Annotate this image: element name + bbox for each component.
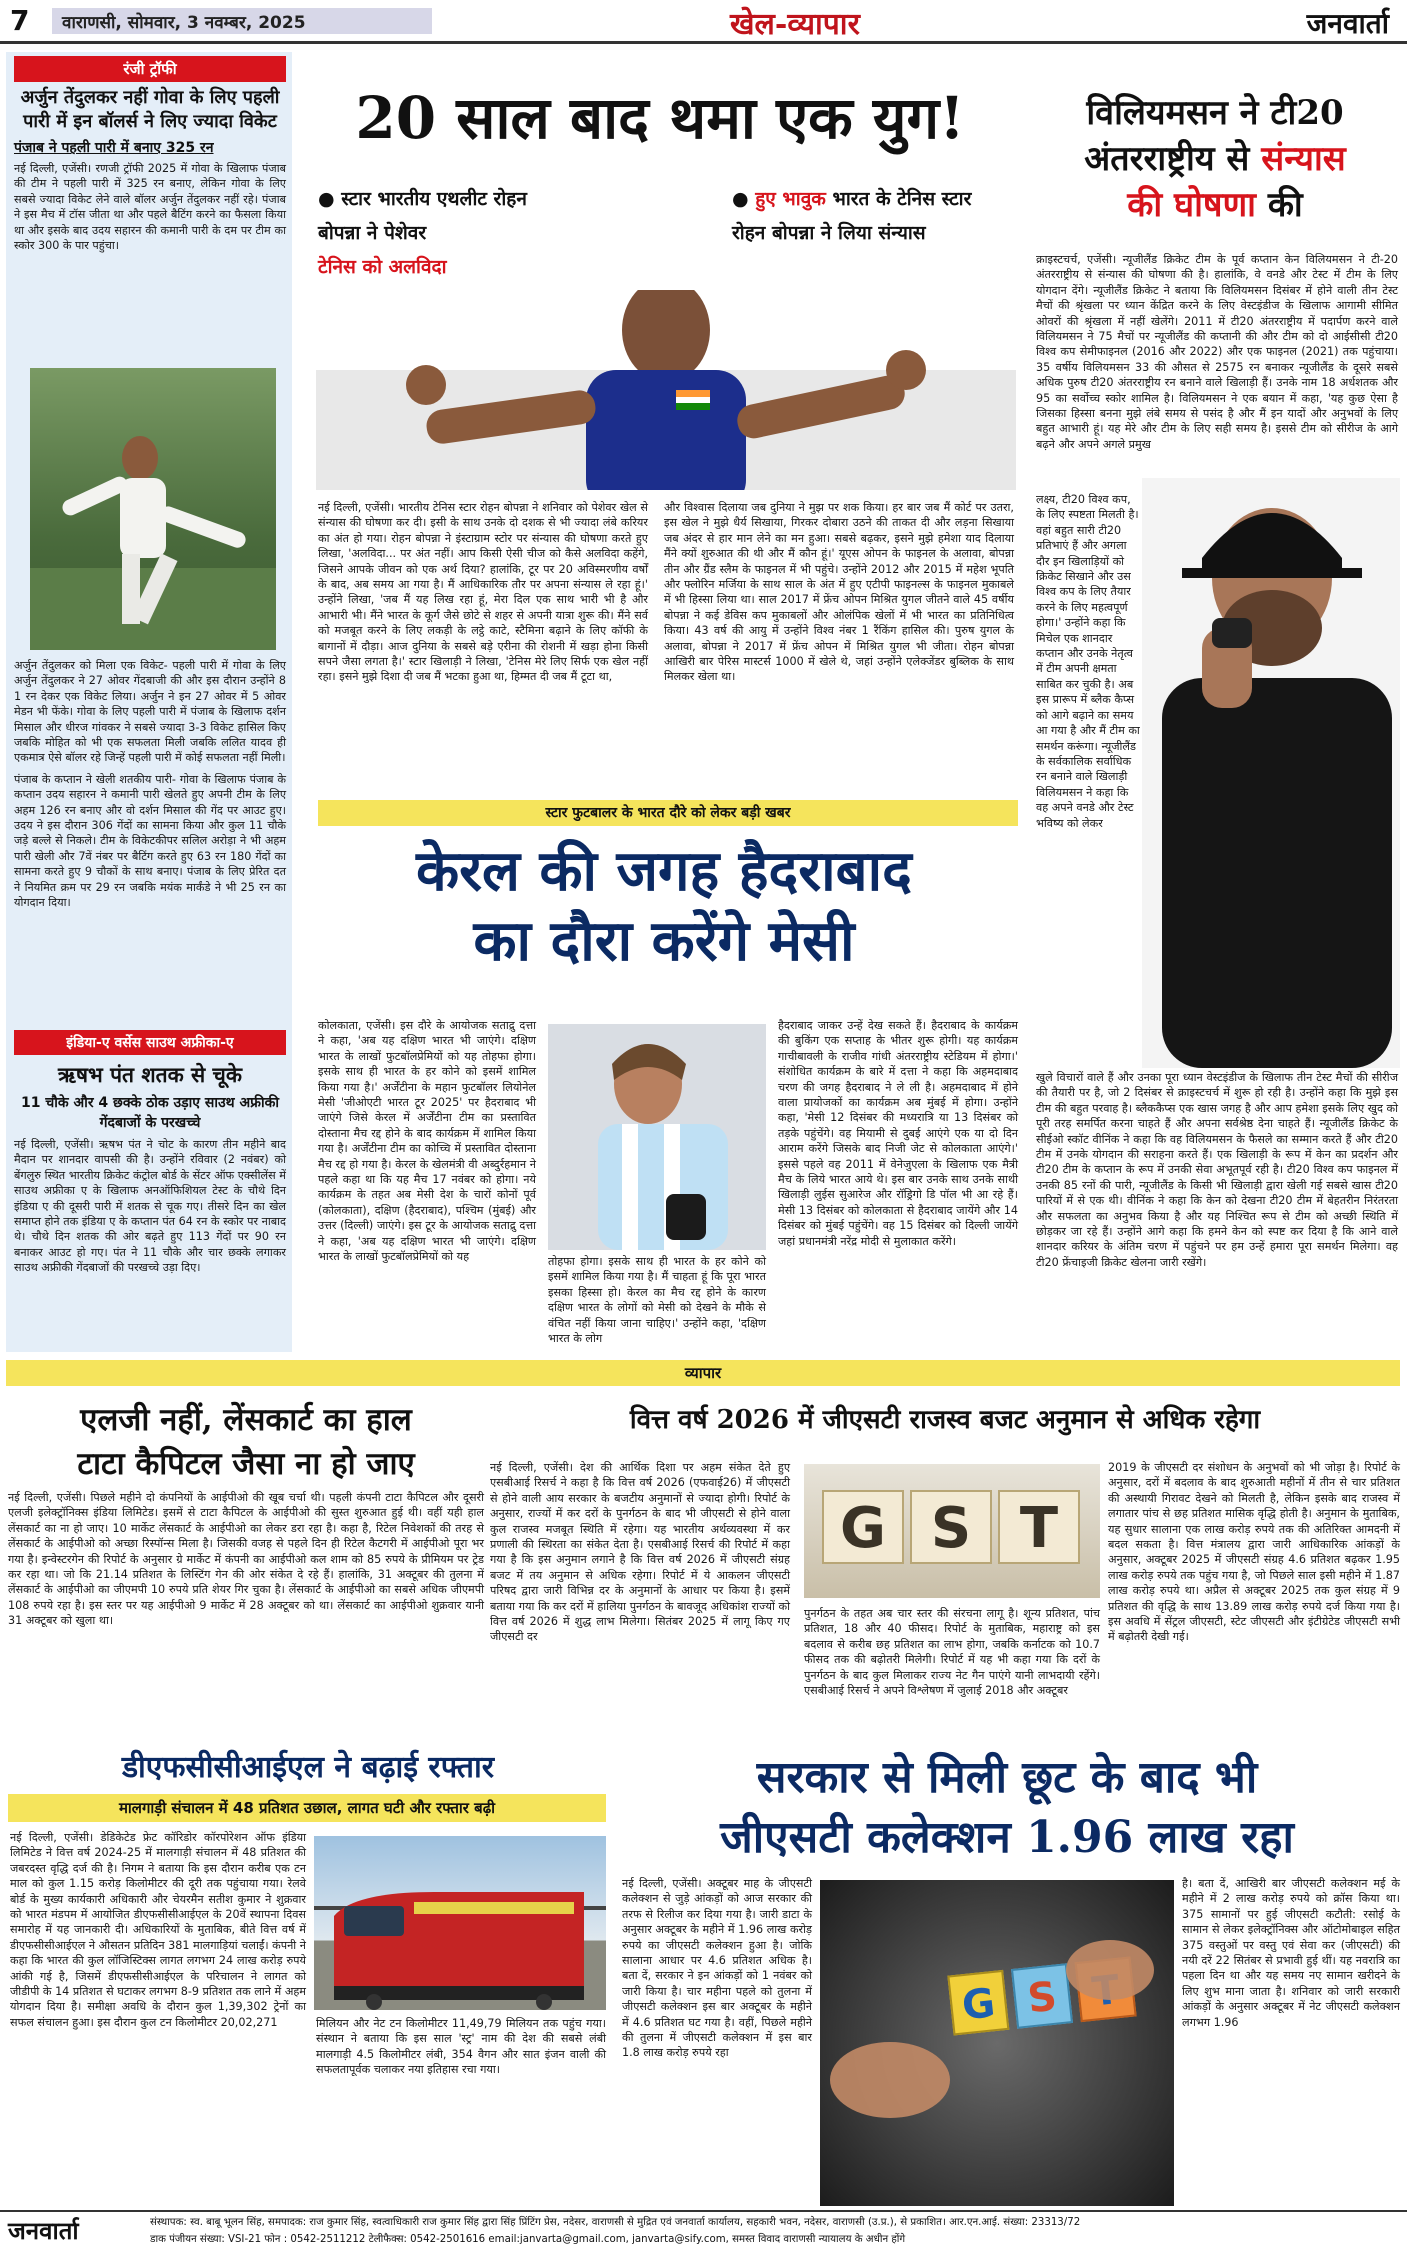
ranji-article: [14, 56, 286, 259]
bopanna-col-1: [318, 500, 648, 691]
bopanna-photo: [316, 290, 1016, 490]
dfccil-caption-col: [316, 2016, 606, 2084]
williamson-headline: [1030, 90, 1400, 228]
ranji-kicker: रंजी ट्रॉफी: [14, 56, 286, 82]
williamson-lead: [1036, 252, 1398, 458]
williamson-lead-text: क्राइस्टचर्च, एजेंसी। न्यूजीलैंड क्रिकेट टीम के पूर्व कप्तान केन विलियमसन ने टी-20 अंतरराष्ट्रीय से संन्यास की घोषणा की है। हालांकि, वे वनडे और टेस्ट में टीम के लिए योगदान देंगे। न्यूजीलैंड क्रिकेट ने बताया कि विलियमसन दिसंबर में होने वाली तीन टेस्ट मैचों की श्रृंखला पर ध्यान केंद्रित करने के लिए वेस्टइंडीज के खिलाफ आगामी सीमित ओवरों की श्रृंखला में नहीं खेलेंगे। 2011 में टी20 अंतरराष्ट्रीय में पदार्पण करने वाले विलियमसन ने 75 मैचों पर न्यूजीलैंड की कप्तानी की और टीम को दो आईसीसी टी20 विश्व कप सेमीफाइनल (2016 और 2022) और एक फाइनल (2021) तक पहुंचाया। 35 वर्षीय विलियमसन 33 की औसत से 2575 रन बनाकर न्यूजीलैंड के दूसरे सबसे अधिक पुरुष टी20 अंतरराष्ट्रीय रन बनाने वाले खिलाड़ी हैं। उनके नाम 18 अर्धशतक और 95 का सर्वोच्च स्कोर शामिल है। विलियमसन ने एक बयान में कहा, 'यह कुछ ऐसा है जिसका हिस्सा बनना मुझे लंबे समय से पसंद है और मैं इन यादों और अनुभवों के लिए बहुत आभारी हूं। यह मेरे और टीम के लिए सही समय है। इससे टीम को सीरीज के आगे बढ़ने और अपने अगले प्रमुख: [1036, 253, 1398, 451]
footer-line-1: संस्थापक: स्व. बाबू भूलन सिंह, समपादक: राज कुमार सिंह, स्वत्वाधिकारी राज कुमार सिंह द्वारा सिंह प्रिंटिंग प्रेस, नदेसर, वाराणसी से मुद्रित एवं जनवार्ता कार्यालय, सहकारी भवन, नदेसर, वाराणसी (उ.प्र.), से प्रकाशित। आर.एन.आई. संख्या: 23313/72: [150, 2217, 1081, 2228]
pant-body: नई दिल्ली, एजेंसी। ऋषभ पंत ने चोट के कारण तीन महीने बाद मैदान पर शानदार वापसी की है। उन्होंने रविवार (2 नवंबर) को बेंगलुरु स्थित भारतीय क्रिकेट कंट्रोल बोर्ड के सेंटर ऑफ एक्सीलेंस में साउथ अफ्रीका ए के खिलाफ अनऑफिशियल टेस्ट के चौथे दिन इंडिया ए की दूसरी पारी में शतक से चूक गए। तीसरे दिन का खेल समाप्त होने तक इंडिया ए के कप्तान पंत 64 रन के स्कोर पर नाबाद थे। चौथे दिन शतक की ओर बढ़ते हुए 113 गेंदों पर 90 रन बनाकर आउट हो गए। पंत ने 11 चौके और चार छक्के लगाकर साउथ अफ्रीकी गेंदबाजों की परखच्चे उड़ा दिए।: [14, 1138, 286, 1275]
gst-budget-col-2: [804, 1606, 1100, 1704]
bopanna-deck-left: [318, 182, 548, 284]
pant-article: [14, 1030, 286, 1282]
bopanna-headline: 20 साल बाद थमा एक युग!: [355, 84, 965, 152]
williamson-headline-2: अंतरराष्ट्रीय से: [1084, 139, 1250, 179]
deck-left-2: टेनिस को अलविदा: [318, 256, 447, 278]
messi-text-3: हैदराबाद जाकर उन्हें देख सकते हैं। हैदराबाद के कार्यक्रम की बुकिंग एक सप्ताह के भीतर शुरू होगी। यह कार्यक्रम गाचीबावली के राजीव गांधी अंतरराष्ट्रीय स्टेडियम में होगा।' संशोधित कार्यक्रम के बारे में दत्ता ने कहा कि अहमदाबाद चरण की जगह हैदराबाद ने ले ली है। अहमदाबाद में होने वाला प्रायोजकों का कार्यक्रम अब मुंबई में होगा। उन्होंने कहा, 'मेसी 12 दिसंबर की मध्यरात्रि या 13 दिसंबर को तड़के पहुंचेंगे। वह मियामी से दुबई आएंगे एक या दो दिन आराम करेंगे जिसके बाद निजी जेट से कोलकाता आएंगे।' इससे पहले वह 2011 में वेनेजुएला के खिलाफ एक मैत्री मैच के लिये भारत आये थे। इस बार उनके साथ उनके साथी खिलाड़ी लुईस सुआरेज और रॉड्रिगो डि पॉल भी आ रहे हैं। मेसी 13 दिसंबर को कोलकाता से हैदराबाद जायेंगे और 14 दिसंबर को मुंबई पहुंचेंगे। वह 15 दिसंबर को दिल्ली जायेंगे जहां प्रधानमंत्री नरेंद्र मोदी से मुलाकात करेंगे।: [778, 1019, 1018, 1248]
gst-cubes-photo: [804, 1464, 1100, 1598]
messi-col-3: [778, 1018, 1018, 1255]
gst-cube-g: G: [822, 1490, 904, 1564]
dfccil-body: नई दिल्ली, एजेंसी। डेडिकेटेड फ्रेट कॉरिडोर कॉरपोरेशन ऑफ इंडिया लिमिटेड ने वित्त वर्ष 2024-25 में मालगाड़ी संचालन में 48 प्रतिशत की जबरदस्त वृद्धि दर्ज की है। निगम ने बताया कि इस दौरान करीब एक टन माल को कुल 1.15 करोड़ किलोमीटर की दूरी तक पहुंचाया गया। रेलवे बोर्ड के मुख्य कार्यकारी अधिकारी और चेयरमैन सतीश कुमार ने शुक्रवार को भारत मंडपम में आयोजित डीएफसीसीआईएल के 20वें स्थापना दिवस समारोह में यह जानकारी दी। अधिकारियों के मुताबिक, बीते वित्त वर्ष में डीएफसीसीआईएल ने औसतन प्रतिदिन 381 मालगाड़ियां चलाईं। कंपनी ने कहा कि भारत की कुल लॉजिस्टिक्स लागत लगभग 24 लाख करोड़ रुपये आंकी गई है, जिसमें डीएफसीसीआईएल के परिचालन ने लागत को जीडीपी के 14 प्रतिशत से घटाकर लगभग 8-9 प्रतिशत तक लाने में अहम योगदान दिया है। समीक्षा अवधि के दौरान कुल 1,39,302 ट्रेनों का सफल संचालन हुआ। इस दौरान कुल टन किलोमीटर 20,02,271: [10, 1831, 306, 2029]
deck-right-1: हुए भावुक: [755, 188, 826, 210]
gst-budget-col-1: [490, 1460, 790, 1651]
gst-budget-headline: वित्त वर्ष 2026 में जीएसटी राजस्व बजट अनुमान से अधिक रहेगा: [629, 1405, 1261, 1435]
section-title: खेल-व्यापार: [730, 7, 860, 42]
gst-cube-t: T: [998, 1490, 1080, 1564]
pant-kicker: इंडिया-ए वर्सेस साउथ अफ्रीका-ए: [14, 1030, 286, 1055]
business-section-bar: व्यापार: [6, 1360, 1400, 1386]
page-number: 7: [10, 4, 30, 37]
gst-collection-text-2: है। बता दें, आखिरी बार जीएसटी कलेक्शन मई के महीने में 2 लाख करोड़ रुपये को क्रॉस किया था। 375 सामानों पर हुई जीएसटी कटौती: रसोई के सामान से लेकर इलेक्ट्रॉनिक्स और ऑटोमोबाइल सहित 375 वस्तुओं पर वस्तु एवं सेवा कर (जीएसटी) की नयी दरें 22 सितंबर से प्रभावी हुई थीं। यह नवरात्रि का पहला दिन था और यह समय नए सामान खरीदने के लिए शुभ माना जाता है। शनिवार को जारी सरकारी आंकड़ों के अनुसार अक्टूबर में नेट जीएसटी कलेक्शन लगभग 1.96: [1182, 1877, 1400, 2029]
williamson-tail: [1036, 1070, 1398, 1276]
gst-collection-col-1: [622, 1876, 812, 2067]
footer-brand: जनवार्ता: [8, 2216, 79, 2245]
dfccil-caption: मिलियन और नेट टन किलोमीटर 11,49,79 मिलियन तक पहुंच गया। संस्थान ने बताया कि इस साल 'स्ट्र' नाम की देश की सबसे लंबी मालगाड़ी 4.5 किलोमीटर लंबी, 354 वैगन और सात इंजन वाली की सफलतापूर्वक चलाकर नया इतिहास रचा गया।: [316, 2017, 606, 2077]
williamson-narrow-text: लक्ष्य, टी20 विश्व कप, के लिए स्पष्टता मिलती है। वहां बहुत सारी टी20 प्रतिभाएं हैं और अगला दौर इन खिलाड़ियों को क्रिकेट सिखाने और उस विश्व कप के लिए तैयार करने के लिए महत्वपूर्ण होगा।' उन्होंने कहा कि मिचेल एक शानदार कप्तान और उनके नेतृत्व में टीम अपनी क्षमता साबित कर चुकी है। अब इस प्रारूप में ब्लैक कैप्स को आगे बढ़ाने का समय आ गया है और मैं टीम का समर्थन करूंगा। न्यूजीलैंड के सर्वकालिक सर्वाधिक रन बनाने वाले खिलाड़ी विलियमसन ने कहा कि वह अपने वनडे और टेस्ट भविष्य को लेकर: [1036, 493, 1140, 830]
gst-collection-headline-2: जीएसटी कलेक्शन 1.96 लाख रहा: [720, 1812, 1294, 1863]
williamson-headline-5: की: [1267, 185, 1303, 225]
pant-subhead: 11 चौके और 4 छक्के ठोक उड़ाए साउथ अफ्रीकी गेंदबाजों के परखच्चे: [21, 1095, 279, 1131]
bopanna-text-2: और विश्वास दिलाया जब दुनिया ने मुझ पर शक किया। हर बार जब मैं कोर्ट पर उतरा, इस खेल ने मुझे धैर्य सिखाया, गिरकर दोबारा उठने की ताकत दी और लड़ना सिखाया जब अंदर से हार मान लेने का मन हुआ। सबसे बढ़कर, इसने मुझे हमेशा याद दिलाया मैंने क्यों शुरुआत की थी और मैं कौन हूं।' यूएस ओपन के फाइनल के अलावा, बोपन्ना तीन और ग्रैंड स्लैम के फाइनल में भी पहुंचे। उन्होंने 2012 और 2015 में महेश भूपति और फ्लोरिन मर्जिया के साथ साल के अंत में हुए एटीपी फाइनल्स के फाइनल मुकाबले में भी हिस्सा लिया था। साल 2017 में फ्रेंच ओपन मिश्रित युगल जीतने वाले 45 वर्षीय बोपन्ना ने कई डेविस कप मुकाबलों और ओलंपिक खेलों में भी भारत का प्रतिनिधित्व किया। 43 वर्ष की आयु में उन्होंने विश्व नंबर 1 रैंकिंग हासिल की। पुरुष युगल के अलावा, बोपन्ना ने 2017 में फ्रेंच ओपन में मिश्रित युगल भी जीता। रोहन बोपन्ना आखिरी बार पेरिस मास्टर्स 1000 में खेले थे, जहां उन्होंने एलेक्जेंडर बुब्लिक के साथ मिलकर खेला था।: [664, 501, 1014, 684]
train-photo: [314, 1836, 606, 2010]
dfccil-col: [10, 1830, 306, 2036]
bopanna-col-2: [664, 500, 1014, 691]
messi-kicker: स्टार फुटबालर के भारत दौरे को लेकर बड़ी खबर: [318, 800, 1018, 826]
bopanna-deck-right: ● हुए भावुक भारत के टेनिस स्टार रोहन बोपन्ना ने लिया संन्यास: [732, 188, 972, 244]
ranji-body: [14, 658, 286, 917]
gst-block-s: S: [1011, 1963, 1073, 2029]
ranji-headline: अर्जुन तेंदुलकर नहीं गोवा के लिए पहली पारी में इन बॉलर्स ने लिए ज्यादा विकेट: [20, 87, 280, 132]
pant-headline: ऋषभ पंत शतक से चूके: [58, 1063, 242, 1087]
messi-photo: [548, 1024, 766, 1250]
dfccil-subhead: मालगाड़ी संचालन में 48 प्रतिशत उछाल, लागत घटी और रफ्तार बढ़ी: [8, 1794, 606, 1822]
ranji-subhead: पंजाब ने पहली पारी में बनाए 325 रन: [14, 140, 214, 156]
gst-collection-text-1: नई दिल्ली, एजेंसी। अक्टूबर माह के जीएसटी कलेक्शन से जुड़े आंकड़ों को आज सरकार की तरफ से रिलीज कर दिया गया है। जारी डाटा के अनुसार अक्टूबर के महीने में 1.96 लाख करोड़ रुपये का जीएसटी कलेक्शन हुआ है। जोकि सालाना आधार पर 4.6 प्रतिशत अधिक है। बता दें, सरकार ने इन आंकड़ों को 1 नवंबर को जारी किया है। चार महीना पहले को तुलना में जीएसटी कलेक्शन इस बार अक्टूबर के महीने में 4.6 प्रतिशत घट गया है। वहीं, पिछले महीने की तुलना में जीएसटी कलेक्शन में इस बार 1.8 लाख करोड़ रुपये रहा: [622, 1877, 812, 2060]
gst-budget-text-2: पुनर्गठन के तहत अब चार स्तर की संरचना लागू है। शून्य प्रतिशत, पांच प्रतिशत, 18 और 40 फीसद। रिपोर्ट के मुताबिक, महाराष्ट्र को इस बदलाव से करीब छह प्रतिशत का लाभ होगा, जबकि कर्नाटक को 10.7 फीसद तक की बढ़ोतरी मिलेगी। रिपोर्ट में यह भी कहा गया कि दरों के पुनर्गठन के बाद कुल मिलाकर राज्य नेट गैन पाएंगे यानी लाभदायी रहेंगे। एसबीआई रिसर्च ने अपने विश्लेषण में जुलाई 2018 और अक्टूबर: [804, 1607, 1100, 1698]
gst-budget-col-3: [1108, 1460, 1400, 1651]
messi-headline-1: केरल की जगह हैदराबाद: [416, 838, 912, 904]
deck-right-2: भारत के टेनिस स्टार रोहन बोपन्ना ने लिया संन्यास: [732, 188, 972, 244]
williamson-tail-text: खुले विचारों वाले हैं और उनका पूरा ध्यान वेस्टइंडीज के खिलाफ तीन टेस्ट मैचों की सीरीज की तैयारी पर है, जो 2 दिसंबर से क्राइस्टचर्च में शुरू हो रही है। उन्होंने कहा कि मुझे इस टीम की बहुत परवाह है। ब्लैककैप्स एक खास जगह है और आप हमेशा इसके लिए खुद को पूरी तरह समर्पित करना चाहते हैं और अपना सर्वश्रेष्ठ देना चाहते हैं। न्यूजीलैंड क्रिकेट के सीईओ स्कॉट वीनिंक ने कहा कि वह विलियमसन के फैसले का सम्मान करते हैं और टी20 टीम में उनके योगदान की सराहना करते हैं। एक खिलाड़ी के रूप में केन का प्रदर्शन और टी20 टीम के कप्तान के रूप में उनकी सेवा अभूतपूर्व रही है। टी20 विश्व कप फाइनल में उनकी 85 रनों की पारी, न्यूजीलैंड के किसी भी खिलाड़ी द्वारा खेली गई सबसे खास टी20 पारियों में से एक थी। वीनिंक ने कहा कि केन को देखना टी20 टीम में बेहतरीन निरंतरता और सफलता का अनुभव किया है और यह निश्चित रूप से टीम को अच्छी स्थिति में छोड़कर जा रहे हैं। उन्होंने आगे कहा कि हमने केन को स्पष्ट कर दिया है कि आने वाले शानदार करियर के अंतिम चरण में पहुंचने पर हम उन्हें हमारा पूरा समर्थन मिलेगा। वह टी20 फ्रेंचाइजी क्रिकेट खेलना जारी रखेंगे।: [1036, 1071, 1398, 1269]
gst-budget-text-3: 2019 के जीएसटी दर संशोधन के अनुभवों को भी जोड़ा है। रिपोर्ट के अनुसार, दरों में बदलाव के बाद शुरुआती महीनों में तीन से चार प्रतिशत की अस्थायी गिरावट देखने को मिलती है, लेकिन इसके बाद राजस्व में लगातार पांच से छह प्रतिशत मासिक वृद्धि होती है। अनुमान के मुताबिक, यह सुधार सालाना एक लाख करोड़ रुपये तक की अतिरिक्त आमदनी में बदल सकता है। वित्त मंत्रालय द्वारा जारी आधिकारिक आंकड़ों के अनुसार, अक्टूबर 2025 में जीएसटी संग्रह 4.6 प्रतिशत बढ़कर 1.95 लाख करोड़ रुपये तक पहुंच गया है, जो पिछले साल इसी महीने में 1.87 लाख करोड़ रुपये था। अप्रैल से अक्टूबर 2025 तक कुल संग्रह में 9 प्रतिशत की वृद्धि के साथ 13.89 लाख करोड़ रुपये दर्ज किया गया है। इस अवधि में सेंट्रल जीएसटी, स्टेट जीएसटी और इंटीग्रेटेड जीएसटी सभी में बढ़ोतरी देखी गई।: [1108, 1461, 1400, 1644]
messi-text-1: कोलकाता, एजेंसी। इस दौरे के आयोजक सताद्रु दत्ता ने कहा, 'अब यह दक्षिण भारत भी जाएंगे। दक्षिण भारत के लाखों फुटबॉलप्रेमियों को यह तोहफा होगा। इसके साथ ही भारत के हर कोने को इसमें शामिल किया गया है।' अर्जेंटीना के महान फुटबॉलर लियोनेल मेसी 'जीओएटी भारत टूर 2025' पर हैदराबाद भी जाएंगे जिसे केरल में अर्जेंटीना टीम का प्रस्तावित दोस्ताना मैच रद्द होने के बाद कार्यक्रम में शामिल किया गया है। अर्जेंटीना टीम का कोच्चि में प्रस्तावित दोस्ताना मैच रद्द हो गया है। केरल के खेलमंत्री वी अब्दुर्रहमान ने पहले कहा था कि यह मैच 17 नवंबर को होगा। नये कार्यक्रम के तहत अब मेसी देश के चारों कोनों पूर्व (कोलकाता), दक्षिण (हैदराबाद), पश्चिम (मुंबई) और उत्तर (दिल्ली) जाएंगे। इस टूर के आयोजक सताद्रु दत्ता ने कहा, 'अब यह दक्षिण भारत भी जाएंगे। दक्षिण भारत के लाखों फुटबॉलप्रेमियों को यह: [318, 1019, 536, 1264]
dateline: वाराणसी, सोमवार, 3 नवम्बर, 2025: [52, 8, 432, 34]
gst-block-g: G: [947, 1970, 1009, 2036]
ranji-body-1: अर्जुन तेंदुलकर को मिला एक विकेट- पहली पारी में गोवा के लिए अर्जुन तेंदुलकर ने 27 ओवर गेंदबाजी की और इस दौरान उन्होंने 8 1 रन देकर एक विकेट लिया। अर्जुन ने इन 27 ओवर में 5 ओवर मेडन भी फेंके। गोवा के लिए पहली पारी में पंजाब के खिलाफ दर्शन मिसाल और धीरज गांवकर ने सबसे ज्यादा 3-3 विकेट हासिल किए जबकि मोहित को भी एक सफलता मिली जबकि ललित यादव ही एकमात्र ऐसे बॉलर रहे जिन्हें पहली पारी में कोई सफलता नहीं मिली।: [14, 659, 286, 765]
messi-col-1: [318, 1018, 536, 1271]
williamson-photo: [1142, 478, 1400, 1068]
footer: [0, 2210, 1407, 2252]
messi-col-2: [548, 1254, 766, 1352]
gst-cube-s: S: [910, 1490, 992, 1564]
williamson-headline-4: की घोषणा: [1127, 185, 1256, 225]
lenskart-headline-2: टाटा कैपिटल जैसा ना हो जाए: [77, 1446, 415, 1482]
gst-budget-text-1: नई दिल्ली, एजेंसी। देश की आर्थिक दिशा पर अहम संकेत देते हुए एसबीआई रिसर्च ने कहा है कि वित्त वर्ष 2026 (एफवाई26) में जीएसटी से होने वाली आय सरकार के बजटीय अनुमानों से ज्यादा होगी। रिपोर्ट के अनुसार, राज्यों में कर दरों के पुनर्गठन के बाद भी जीएसटी से होने वाला कुल राजस्व मजबूत स्थिति में रहेगा। यह भारतीय अर्थव्यवस्था में कर प्रणाली की स्थिरता का संकेत देता है। एसबीआई रिसर्च की रिपोर्ट में कहा गया है कि इस अनुमान लगाने है कि वित्त वर्ष 2026 में जीएसटी संग्रह बजट में तय अनुमान से अधिक रहेगा। रिपोर्ट में ये आकलन जीएसटी परिषद द्वारा जारी विभिन्न दर के अनुमानों के आधार पर किया है। इसमें बताया गया कि कर दरों में हालिया पुनर्गठन के बावजूद अधिकांश राज्यों को वित्त वर्ष 2026 में शुद्ध लाभ मिलेगा। सितंबर 2025 में लागू किए गए जीएसटी दर: [490, 1461, 790, 1644]
arjun-photo: [30, 368, 276, 650]
masthead-brand: जनवार्ता: [1306, 7, 1389, 40]
lenskart-body: नई दिल्ली, एजेंसी। पिछले महीने दो कंपनियों के आईपीओ की खूब चर्चा थी। पहली कंपनी टाटा कैपिटल और दूसरी एलजी इलेक्ट्रॉनिक्स इंडिया लिमिटेड। इसमें से टाटा कैपिटल के आईपीओ की सुस्त शुरुआत हुई थी। वहीं यही हाल लेंसकार्ट का ना हो जाए। 10 मार्केट लेंसकार्ट के आईपीओ का लेकर डरा रहा है। कहा है, रिटेल निवेशकों की तरह से लेंसकार्ट के आईपीओ को अच्छा रिस्पॉन्स मिला है। जिसकी वजह से पहले दिन ही रिटेल कैटगरी में आईपीओ पूरा भर गया है। इन्वेस्टरगेन की रिपोर्ट के अनुसार ग्रे मार्केट में कंपनी का आईपीओ कल शाम को 85 रुपये के प्रीमियम पर ट्रेड कर रहा था। जो कि 21.14 प्रतिशत के लिस्टिंग गेन की ओर संकेत दे रहे हैं। हालांकि, 31 अक्टूबर की तुलना में लेंसकार्ट के आईपीओ का जीएमपी 10 रुपये प्रति शेयर गिर चुका है। लेंसकार्ट के आईपीओ का सबसे अधिक जीएमपी 108 रुपये रहा है। इस स्तर पर यह आईपीओ 9 मार्केट में 28 अक्टूबर को था। लेंसकार्ट का आईपीओ शुक्रवार यानी 31 अक्टूबर को खुला था।: [8, 1491, 484, 1628]
messi-text-2: तोहफा होगा। इसके साथ ही भारत के हर कोने को इसमें शामिल किया गया है। मैं चाहता हूं कि पूरा भारत इसका हिस्सा हो। केरल का मैच रद्द होने के कारण दक्षिण भारत के लोगों को मेसी को देखने के मौके से वंचित नहीं किया जाना चाहिए।' उन्होंने कहा, 'दक्षिण भारत के लोग: [548, 1255, 766, 1346]
lenskart-article: [8, 1398, 484, 1635]
williamson-narrow: [1036, 492, 1140, 837]
page-header: [0, 0, 1407, 44]
ranji-body-2: पंजाब के कप्तान ने खेली शतकीय पारी- गोवा के खिलाफ पंजाब के कप्तान उदय सहारन ने कमानी पारी खेलते हुए अपनी टीम के लिए अहम 126 रन बनाए और वो दर्शन मिसाल की गेंद पर आउट हुए। उदय ने इस दौरान 306 गेंदों का सामना किया और कुल 11 चौके जड़े बल्ले से निकले। टीम के विकेटकीपर सलिल अरोड़ा ने भी अहम पारी खेली और 7वें नंबर पर बैटिंग करते हुए 63 रन 180 गेंदों का सामना करते हुए 9 चौकों के साथ बनाए। पंजाब के लिए प्रेरित दत ने नियमित क्रम पर 29 रन जबकि मयंक मार्कंडे ने भी 25 रन का योगदान दिया।: [14, 772, 286, 910]
dfccil-headline: डीएफसीसीआईएल ने बढ़ाई रफ्तार: [121, 1750, 495, 1785]
deck-bullet: ●: [318, 188, 342, 210]
williamson-headline-1: विलियमसन ने टी20: [1086, 93, 1344, 133]
ranji-intro: नई दिल्ली, एजेंसी। रणजी ट्रॉफी 2025 में गोवा के खिलाफ पंजाब की टीम ने पहली पारी में 325 रन बनाए, लेकिन गोवा के लिए सबसे ज्यादा विकेट लेने वाले बॉलर अर्जुन तेंदुलकर नहीं रहे। पंजाब ने इस मैच में टॉस जीता था और पहले बैटिंग करने का फैसला किया था और इसके बाद उदय सहारन की कमानी पारी के दम पर टीम का स्कोर 300 के पार पहुंचा।: [14, 162, 286, 253]
gst-blocks-photo: [820, 1880, 1174, 2206]
footer-line-2: डाक पंजीयन संख्या: VSI-21 फोन : 0542-2511212 टेलीफैक्स: 0542-2501616 email:janvarta@gmail.com, janvarta@sify.com, समस्त विवाद वाराणसी न्यायालय के अधीन होंगे: [150, 2234, 906, 2245]
bopanna-text-1: नई दिल्ली, एजेंसी। भारतीय टेनिस स्टार रोहन बोपन्ना ने शनिवार को पेशेवर खेल से संन्यास की घोषणा कर दी। इसी के साथ उनके दो दशक से भी ज्यादा लंबे करियर का अंत हो गया। रोहन बोपन्ना ने इंस्टाग्राम स्टोर पर संन्यास की घोषणा करते हुए लिखा, 'अलविदा... पर अंत नहीं। आप किसी ऐसी चीज को कैसे अलविदा कहेंगे, जिसने आपके जीवन को एक अर्थ दिया? हालांकि, टूर पर 20 अविस्मरणीय वर्षों के बाद, अब समय आ गया है। मैं आधिकारिक तौर पर अपना संन्यास ले रहा हूं।' उन्होंने लिखा, 'जब मैं यह लिख रहा हूं, मेरा दिल एक साथ भारी भी है और आभारी भी। मैंने भारत के कूर्ग जैसे छोटे से शहर से अपनी यात्रा शुरू की। मैंने सर्व को मजबूत करने के लिए लकड़ी के लट्ठे काटे, स्टैमिना बढ़ाने के लिए कॉफी के बागानों में दौड़ा। आज दुनिया के सबसे बड़े एरीना की रोशनी में खड़ा होना किसी सपने जैसा लगता है।' स्टार खिलाड़ी ने लिखा, 'टेनिस मेरे लिए सिर्फ एक खेल नहीं रहा। इसने मुझे दिशा दी जब मैं भटका हुआ था, हिम्मत दी जब मैं टूटा था,: [318, 501, 648, 684]
gst-collection-headline-1: सरकार से मिली छूट के बाद भी: [756, 1752, 1258, 1803]
deck-left-1: स्टार भारतीय एथलीट रोहन बोपन्ना ने पेशेवर: [318, 188, 527, 244]
williamson-headline-3: संन्यास: [1261, 139, 1346, 179]
lenskart-headline-1: एलजी नहीं, लेंसकार्ट का हाल: [80, 1402, 412, 1438]
messi-headline-2: का दौरा करेंगे मेसी: [473, 908, 855, 974]
gst-collection-col-2: [1182, 1876, 1400, 2036]
